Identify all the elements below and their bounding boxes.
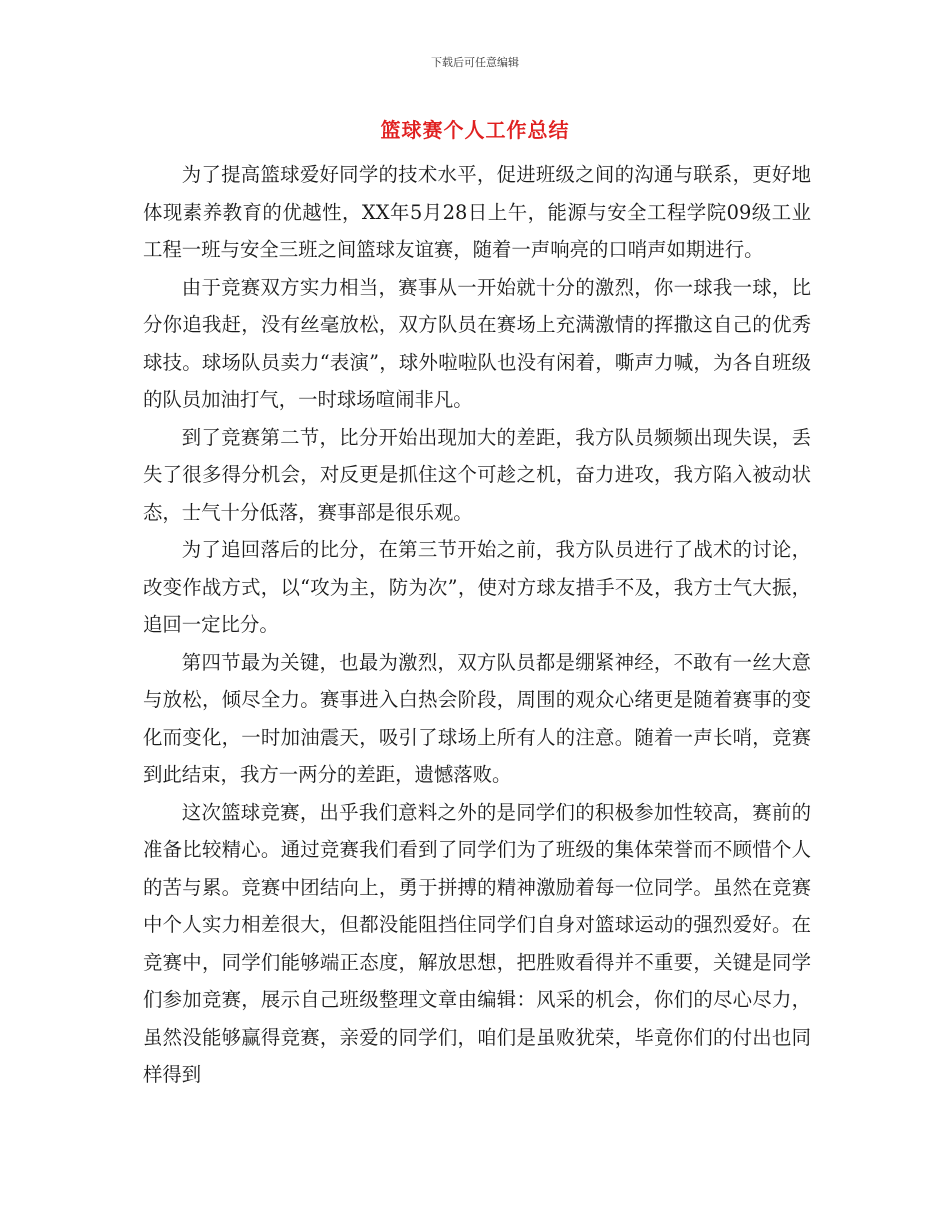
document-body xyxy=(143,156,811,1094)
document-title: 篮球赛个人工作总结 xyxy=(380,118,570,142)
paragraph: 第四节最为关键，也最为激烈，双方队员都是绷紧神经，不敢有一丝大意与放松，倾尽全力。赛事进入白热会阶段，周围的观众心绪更是随着赛事的变化而变化，一时加油震天，吸引了球场上所有人的注意。随着一声长哨，竞赛到此结束，我方一两分的差距，遗憾落败。 xyxy=(143,650,811,786)
paragraph: 为了提高篮球爱好同学的技术水平，促进班级之间的沟通与联系，更好地体现素养教育的优越性，XX年5月28日上午，能源与安全工程学院09级工业工程一班与安全三班之间篮球友谊赛，随着一声响亮的口哨声如期进行。 xyxy=(143,163,811,261)
paragraph: 这次篮球竞赛，出乎我们意料之外的是同学们的积极参加性较高，赛前的准备比较精心。通过竞赛我们看到了同学们为了班级的集体荣誉而不顾惜个人的苦与累。竞赛中团结向上，勇于拼搏的精神激励着每一位同学。虽然在竞赛中个人实力相差很大，但都没能阻挡住同学们自身对篮球运动的强烈爱好。在竞赛中，同学们能够端正态度，解放思想，把胜败看得并不重要，关键是同学们参加竞赛，展示自己班级整理文章由编辑：风采的机会，你们的尽心尽力，虽然没能够赢得竞赛，亲爱的同学们，咱们是虽败犹荣，毕竟你们的付出也同样得到 xyxy=(143,800,811,1086)
paragraph: 到了竞赛第二节，比分开始出现加大的差距，我方队员频频出现失误，丢失了很多得分机会，对反更是抓住这个可趁之机，奋力进攻，我方陷入被动状态，士气十分低落，赛事部是很乐观。 xyxy=(143,425,811,524)
header-note: 下载后可任意编辑 xyxy=(431,56,519,69)
paragraph: 为了追回落后的比分，在第三节开始之前，我方队员进行了战术的讨论，改变作战方式，以“攻为主，防为次”，使对方球友措手不及，我方士气大振，追回一定比分。 xyxy=(143,538,811,636)
paragraph: 由于竞赛双方实力相当，赛事从一开始就十分的激烈，你一球我一球，比分你追我赶，没有丝毫放松，双方队员在赛场上充满激情的挥撒这自己的优秀球技。球场队员卖力“表演”，球外啦啦队也没有闲着，嘶声力喊，为各自班级的队员加油打气，一时球场喧闹非凡。 xyxy=(143,275,811,411)
